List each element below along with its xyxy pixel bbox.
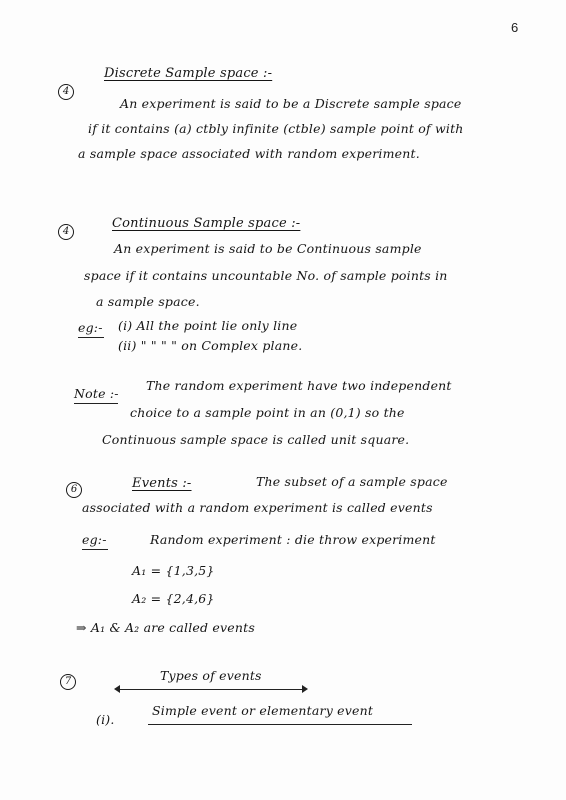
example-line: Random experiment : die throw experiment (150, 532, 436, 547)
paragraph-line: associated with a random experiment is called events (82, 500, 433, 515)
note-line: choice to a sample point in an (0,1) so the (130, 405, 405, 420)
section-heading: Types of events (160, 668, 262, 683)
note-underline (74, 403, 118, 404)
section-bullet: 4 (58, 224, 74, 240)
example-underline (82, 549, 108, 550)
paragraph-line: An experiment is said to be a Discrete sample space (120, 96, 462, 111)
section-heading: Discrete Sample space :- (104, 66, 273, 81)
note-label: Note :- (74, 386, 119, 401)
paragraph-line: a sample space. (96, 294, 200, 309)
example-line: (ii) " " " " on Complex plane. (118, 338, 303, 353)
section-bullet: 4 (58, 84, 74, 100)
example-label: eg:- (82, 532, 107, 547)
note-line: Continuous sample space is called unit square. (102, 432, 410, 447)
conclusion-line: ⇒ A₁ & A₂ are called events (76, 620, 255, 635)
note-line: The random experiment have two independent (146, 378, 452, 393)
paragraph-line: if it contains (a) ctbly infinite (ctble) sample point of with (88, 121, 464, 136)
section-bullet: 6 (66, 482, 82, 498)
set-line: A₂ = {2,4,6} (132, 591, 215, 606)
item-text: Simple event or elementary event (152, 703, 374, 718)
paragraph-line: The subset of a sample space (256, 474, 448, 489)
set-line: A₁ = {1,3,5} (132, 563, 215, 578)
section-heading: Events :- (132, 476, 192, 491)
section-heading: Continuous Sample space :- (112, 216, 301, 231)
section-bullet: 7 (60, 674, 76, 690)
paragraph-line: a sample space associated with random experiment. (78, 146, 420, 161)
paragraph-line: An experiment is said to be Continuous sample (114, 241, 422, 256)
item-underline (148, 724, 412, 725)
page-number: 6 (511, 20, 519, 35)
example-line: (i) All the point lie only line (118, 318, 298, 333)
heading-arrow (116, 689, 306, 690)
paragraph-line: space if it contains uncountable No. of sample points in (84, 268, 448, 283)
item-number: (i). (96, 712, 115, 727)
example-label: eg:- (78, 320, 103, 335)
example-underline (78, 337, 104, 338)
